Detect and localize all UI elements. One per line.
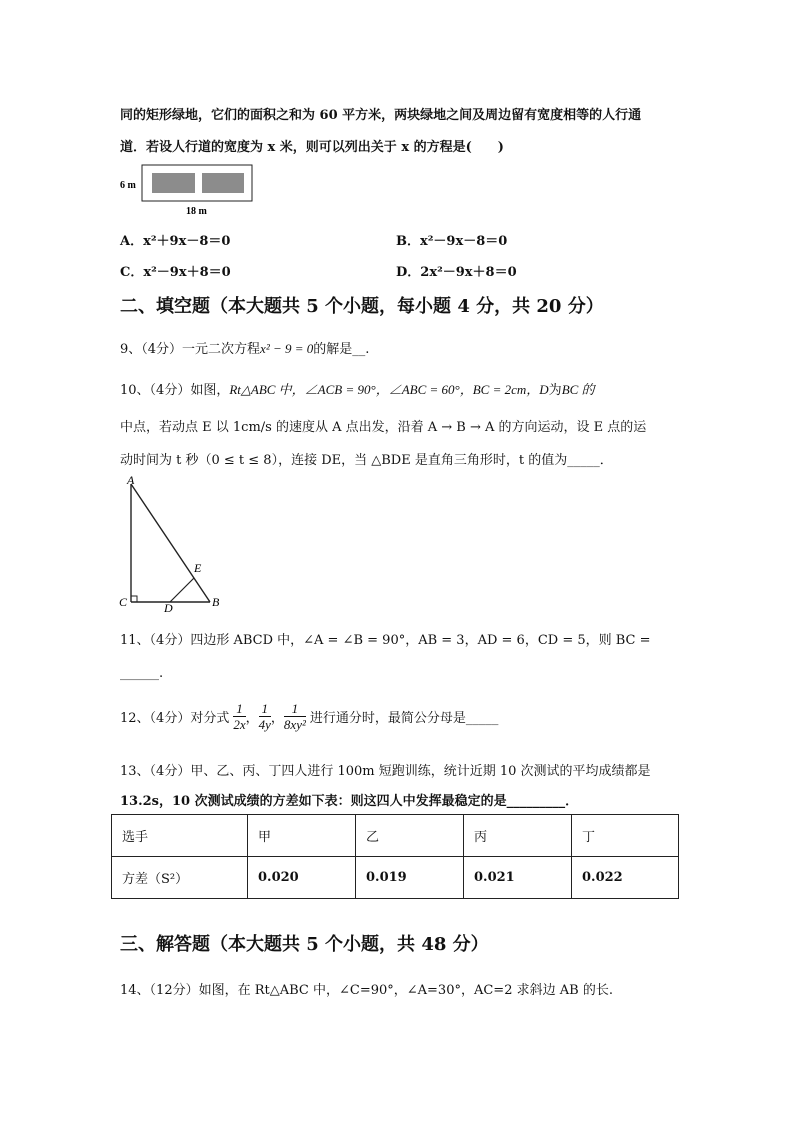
q9 bbox=[120, 338, 369, 357]
q10-triangle-figure bbox=[116, 472, 226, 614]
fraction-2: $\frac{1}{4y}$ bbox=[258, 701, 271, 732]
q11-line1: 11、（4分）四边形 ABCD 中，∠A = ∠B = 90°，AB = 3，AD = 6，CD = 5，则 BC = bbox=[120, 633, 651, 648]
table-cell: 0.021 bbox=[464, 857, 572, 899]
table-cell: 0.020 bbox=[248, 857, 356, 899]
vertex-c-label: C bbox=[119, 595, 128, 609]
vertex-b-label: B bbox=[212, 595, 220, 609]
q14: 14、（12分）如图，在 Rt△ABC 中，∠C=90°，∠A=30°，AC=2 求斜边 AB 的长. bbox=[120, 983, 613, 998]
q9-prefix: 9、（4分）一元二次方程 bbox=[120, 342, 261, 357]
q10-line1-end: BC 的 bbox=[561, 382, 595, 397]
q10-line1 bbox=[120, 379, 595, 398]
q10-line1-post: 为 bbox=[548, 383, 562, 398]
table-header-row bbox=[112, 815, 679, 857]
fraction-1: $\frac{1}{2x}$ bbox=[233, 701, 246, 732]
width-label: 18 m bbox=[186, 206, 207, 217]
fraction-3: $\frac{1}{\text{8xy²}}$ bbox=[283, 701, 306, 732]
q12-sep-1: ， bbox=[245, 711, 259, 726]
q9-equation: x² − 9 = 0 bbox=[260, 341, 314, 356]
table-cell: 0.019 bbox=[356, 857, 464, 899]
table-cell: 丁 bbox=[572, 815, 679, 857]
q12 bbox=[120, 701, 498, 732]
table-cell: 乙 bbox=[356, 815, 464, 857]
table-cell: 0.022 bbox=[572, 857, 679, 899]
q8-option-d: D．2x²－9x＋8＝0 bbox=[396, 265, 517, 280]
q10-line1-math: Rt△ABC 中，∠ACB = 90°，∠ABC = 60°，BC = 2cm，D bbox=[229, 382, 549, 397]
q12-sep-2: ， bbox=[270, 711, 284, 726]
table-cell: 甲 bbox=[248, 815, 356, 857]
table-cell: 选手 bbox=[112, 815, 248, 857]
table-cell: 丙 bbox=[464, 815, 572, 857]
q11-line2: ______. bbox=[120, 666, 164, 681]
height-label: 6 m bbox=[120, 180, 136, 191]
section3-title: 三、解答题（本大题共 5 个小题，共 48 分） bbox=[120, 934, 489, 955]
green-plot-right bbox=[202, 173, 244, 193]
point-e-label: E bbox=[194, 561, 202, 575]
table-row bbox=[112, 857, 679, 899]
table-cell: 方差（S²） bbox=[112, 857, 248, 899]
section2-title: 二、填空题（本大题共 5 个小题，每小题 4 分，共 20 分） bbox=[120, 296, 604, 317]
q12-prefix: 12、（4分）对分式 bbox=[120, 711, 230, 726]
q13-line2: 13.2s，10 次测试成绩的方差如下表：则这四人中发挥最稳定的是_________． bbox=[120, 794, 579, 809]
variance-table bbox=[111, 814, 679, 899]
q8-option-b: B．x²－9x－8＝0 bbox=[396, 234, 508, 249]
q8-line2: 道．若设人行道的宽度为 x 米，则可以列出关于 x 的方程是( ) bbox=[120, 140, 504, 155]
q8-option-a: A．x²＋9x－8＝0 bbox=[120, 234, 231, 249]
q12-suffix: 进行通分时，最简公分母是_____ bbox=[309, 711, 499, 726]
q9-suffix: 的解是__. bbox=[313, 342, 370, 357]
green-plot-left bbox=[152, 173, 195, 193]
q10-line3: 动时间为 t 秒（0 ≤ t ≤ 8），连接 DE，当 △BDE 是直角三角形时，t 的值为_____． bbox=[120, 453, 613, 468]
q10-line2: 中点，若动点 E 以 1cm/s 的速度从 A 点出发，沿着 A → B → A 的方向运动，设 E 点的运 bbox=[120, 420, 647, 435]
q13-line1: 13、（4分）甲、乙、丙、丁四人进行 100m 短跑训练，统计近期 10 次测试的平均成绩都是 bbox=[120, 764, 651, 779]
q8-option-c: C．x²－9x＋8＝0 bbox=[120, 265, 231, 280]
q8-figure bbox=[118, 160, 258, 220]
q10-line1-pre: 10、（4分）如图， bbox=[120, 383, 230, 398]
point-d-label: D bbox=[164, 601, 173, 614]
q8-line1: 同的矩形绿地，它们的面积之和为 60 平方米，两块绿地之间及周边留有宽度相等的人行通 bbox=[120, 108, 642, 123]
vertex-a-label: A bbox=[127, 473, 135, 487]
